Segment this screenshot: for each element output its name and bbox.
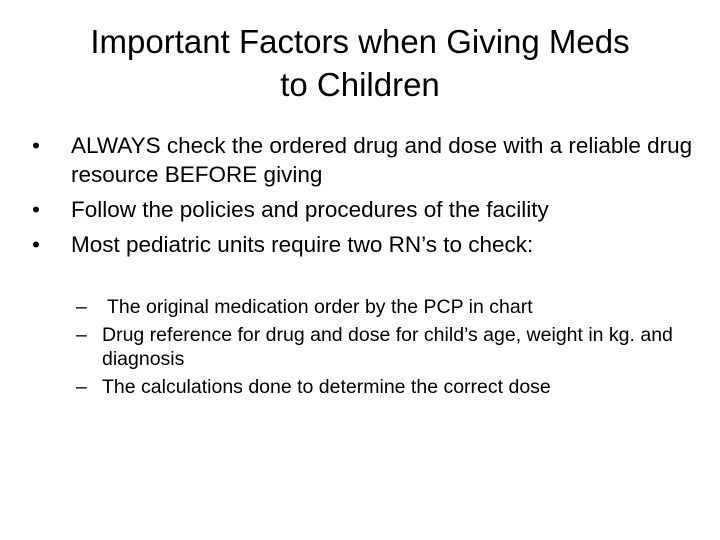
sub-bullet-text: Drug reference for drug and dose for child’s age, weight in kg. and diagnosis	[102, 324, 673, 370]
sub-bullet-text: The calculations done to determine the correct dose	[102, 376, 551, 398]
bullet-glyph: •	[32, 232, 40, 257]
dash-glyph: –	[76, 296, 87, 318]
bullet-text: ALWAYS check the ordered drug and dose with a reliable drug resource BEFORE giving	[71, 133, 693, 187]
sub-bullet-list	[76, 295, 706, 403]
bullet-text: Most pediatric units require two RN’s to check:	[71, 232, 534, 257]
bullet-text: Follow the policies and procedures of the facility	[71, 197, 549, 222]
bullet-glyph: •	[32, 197, 40, 222]
slide-title	[40, 20, 680, 106]
slide-title-line-1: Important Factors when Giving Meds	[90, 23, 630, 60]
dash-glyph: –	[76, 324, 87, 346]
sub-bullet-text: The original medication order by the PCP in chart	[107, 296, 533, 318]
sub-bullet-item	[76, 295, 706, 319]
bullet-list	[26, 131, 706, 259]
bullet-item	[26, 195, 706, 224]
bullet-item	[26, 131, 706, 189]
bullet-item	[26, 230, 706, 259]
bullet-glyph: •	[32, 133, 40, 158]
sub-bullet-item	[76, 323, 706, 371]
slide-title-line-2: to Children	[280, 66, 440, 103]
dash-glyph: –	[76, 376, 87, 398]
sub-bullet-item	[76, 375, 706, 399]
